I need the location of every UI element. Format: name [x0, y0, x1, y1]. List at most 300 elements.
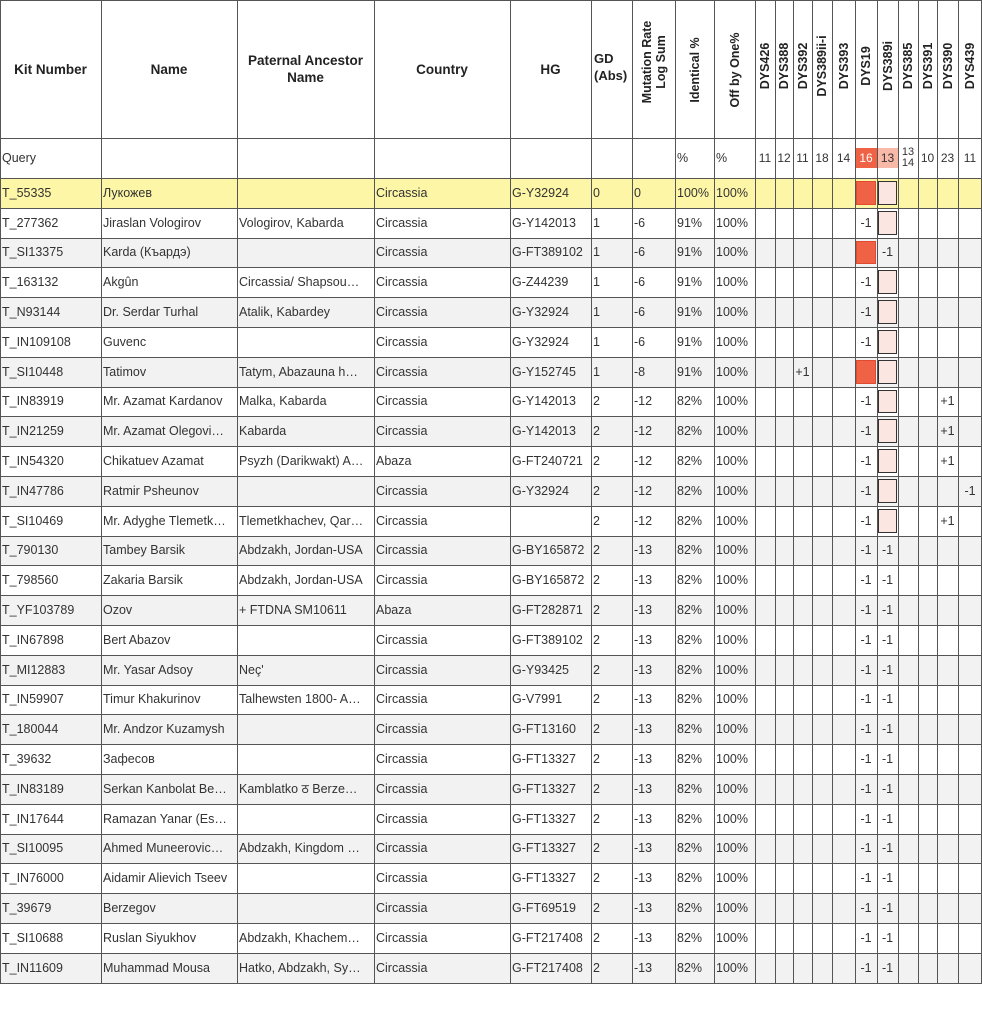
header-mutation-rate[interactable]	[632, 0, 675, 138]
paternal-ancestor-cell	[237, 655, 374, 685]
table-row[interactable]	[0, 416, 982, 446]
header-marker-dys439[interactable]	[958, 0, 982, 138]
hg-cell	[510, 565, 591, 595]
gd-cell	[591, 685, 632, 715]
marker-diff-dys389i: -1	[881, 781, 894, 796]
hg-cell-text: G-Y142013	[512, 424, 576, 439]
off-by-one-cell	[714, 655, 755, 685]
table-row[interactable]	[0, 327, 982, 357]
paternal-ancestor-cell-text: Neç'	[239, 662, 264, 677]
marker-diff-dys19: -1	[860, 811, 872, 826]
mutation-rate-cell-text: -13	[634, 662, 653, 677]
table-row[interactable]	[0, 208, 982, 238]
kit-number-cell-text: T_IN47786	[2, 483, 64, 498]
grid-line	[510, 0, 511, 983]
mutation-rate-cell-text: -13	[634, 573, 653, 588]
gd-cell	[591, 476, 632, 506]
identical-cell-text: 82%	[677, 424, 703, 439]
kit-number-cell	[0, 387, 101, 417]
table-row[interactable]	[0, 446, 982, 476]
country-cell	[374, 267, 510, 297]
table-row[interactable]	[0, 297, 982, 327]
paternal-ancestor-cell	[237, 744, 374, 774]
marker-label: DYS385	[901, 42, 915, 90]
off-by-one-cell	[714, 178, 755, 208]
header-marker-dys389ii-i[interactable]	[812, 0, 832, 138]
name-cell-text: Berzegov	[103, 901, 156, 916]
marker-difference-box	[878, 300, 897, 324]
off-by-one-cell-text: 100%	[716, 394, 748, 409]
hg-cell	[510, 625, 591, 655]
country-cell-text: Circassia	[376, 275, 428, 290]
query-off-by-one: %	[716, 151, 728, 165]
gd-cell-text: 2	[593, 841, 600, 856]
header-country[interactable]: Country	[416, 61, 468, 77]
kit-number-cell	[0, 834, 101, 864]
table-row[interactable]	[0, 655, 982, 685]
paternal-ancestor-cell	[237, 178, 374, 208]
mutation-rate-cell	[632, 267, 675, 297]
table-row[interactable]	[0, 178, 982, 208]
kit-number-cell	[0, 625, 101, 655]
marker-label: DYS439	[963, 42, 977, 90]
paternal-ancestor-cell-text: Atalik, Kabardey	[239, 305, 331, 320]
off-by-one-cell	[714, 774, 755, 804]
table-row[interactable]	[0, 625, 982, 655]
hg-cell-text: G-FT282871	[512, 603, 583, 618]
gd-cell	[591, 714, 632, 744]
marker-diff-dys389i: -1	[881, 752, 894, 767]
grid-line	[0, 0, 982, 1]
table-row[interactable]	[0, 923, 982, 953]
grid-line	[0, 238, 982, 239]
paternal-ancestor-cell	[237, 536, 374, 566]
name-cell	[101, 685, 237, 715]
identical-cell-text: 82%	[677, 513, 703, 528]
gd-cell-text: 2	[593, 752, 600, 767]
grid-line	[675, 0, 676, 983]
country-cell	[374, 238, 510, 268]
off-by-one-cell	[714, 267, 755, 297]
country-cell	[374, 476, 510, 506]
off-by-one-cell-text: 100%	[716, 632, 748, 647]
hg-cell-text: G-Y32924	[512, 334, 569, 349]
marker-diff-dys19: -1	[860, 841, 872, 856]
table-row[interactable]	[0, 357, 982, 387]
gd-cell-text: 2	[593, 692, 600, 707]
query-marker-value: 14	[836, 151, 851, 165]
off-by-one-cell-text: 100%	[716, 275, 748, 290]
name-cell-text: Jiraslan Vologirov	[103, 215, 201, 230]
hg-cell-text: G-Z44239	[512, 275, 569, 290]
table-row[interactable]	[0, 387, 982, 417]
identical-cell-text: 82%	[677, 930, 703, 945]
paternal-ancestor-cell-text: Hatko, Abdzakh, Sy…	[239, 960, 361, 975]
kit-number-cell	[0, 238, 101, 268]
kit-number-cell	[0, 744, 101, 774]
kit-number-cell-text: T_277362	[2, 215, 59, 230]
kit-number-cell-text: T_55335	[2, 185, 52, 200]
grid-line	[0, 565, 982, 566]
hg-cell-text: G-FT13327	[512, 841, 576, 856]
country-cell	[374, 506, 510, 536]
hg-cell-text: G-FT217408	[512, 930, 583, 945]
hg-cell	[510, 446, 591, 476]
header-marker-dys391[interactable]	[918, 0, 937, 138]
grid-line	[0, 923, 982, 924]
identical-cell	[675, 625, 714, 655]
gd-cell-text: 2	[593, 483, 600, 498]
off-by-one-cell	[714, 923, 755, 953]
paternal-ancestor-cell	[237, 238, 374, 268]
header-identical-label: Identical %	[687, 37, 702, 103]
query-marker-value: 11	[796, 151, 809, 165]
name-cell	[101, 506, 237, 536]
marker-diff-dys19: -1	[860, 334, 872, 349]
country-cell-text: Circassia	[376, 185, 428, 200]
header-marker-dys389i[interactable]	[877, 0, 898, 138]
hg-cell-text: G-Y32924	[512, 305, 569, 320]
off-by-one-cell-text: 100%	[716, 454, 748, 469]
hg-cell	[510, 327, 591, 357]
header-marker-dys19[interactable]	[855, 0, 877, 138]
marker-diff-dys389i: -1	[881, 722, 894, 737]
name-cell-text: Akgûn	[103, 275, 139, 290]
header-paternal-ancestor[interactable]: Paternal Ancestor Name	[247, 53, 364, 85]
off-by-one-cell	[714, 416, 755, 446]
header-marker-dys388[interactable]	[775, 0, 793, 138]
paternal-ancestor-cell	[237, 208, 374, 238]
table-row[interactable]	[0, 893, 982, 923]
identical-cell	[675, 893, 714, 923]
identical-cell-text: 82%	[677, 960, 703, 975]
gd-cell	[591, 744, 632, 774]
kit-number-cell-text: T_163132	[2, 275, 59, 290]
name-cell	[101, 804, 237, 834]
kit-number-cell	[0, 327, 101, 357]
gd-cell	[591, 267, 632, 297]
header-marker-dys385[interactable]	[898, 0, 918, 138]
country-cell	[374, 893, 510, 923]
identical-cell-text: 82%	[677, 454, 703, 469]
gd-cell-text: 2	[593, 930, 600, 945]
mismatch-highlight	[856, 241, 876, 265]
table-row[interactable]	[0, 834, 982, 864]
kit-number-cell	[0, 685, 101, 715]
marker-label: DYS389i	[880, 40, 895, 92]
marker-diff-dys19: -1	[860, 752, 872, 767]
mutation-rate-cell	[632, 416, 675, 446]
mutation-rate-cell-text: -13	[634, 930, 653, 945]
kit-number-cell-text: T_IN11609	[2, 960, 63, 975]
hg-cell	[510, 834, 591, 864]
paternal-ancestor-cell-text: + FTDNA SM10611	[239, 603, 347, 618]
mismatch-highlight	[856, 181, 876, 205]
marker-diff-dys19: -1	[860, 662, 872, 677]
query-marker-value: 18	[815, 151, 829, 165]
kit-number-cell-text: T_MI12883	[2, 662, 66, 677]
kit-number-cell	[0, 178, 101, 208]
hg-cell	[510, 804, 591, 834]
off-by-one-cell	[714, 744, 755, 774]
hg-cell-text: G-Y93425	[512, 662, 569, 677]
kit-number-cell	[0, 923, 101, 953]
identical-cell-text: 91%	[677, 334, 703, 349]
hg-cell	[510, 267, 591, 297]
marker-diff: +1	[940, 454, 955, 469]
mutation-rate-cell-text: -12	[634, 394, 653, 409]
country-cell-text: Circassia	[376, 543, 428, 558]
off-by-one-cell	[714, 834, 755, 864]
grid-line	[0, 327, 982, 328]
kit-number-cell	[0, 476, 101, 506]
marker-difference-box	[878, 509, 897, 533]
off-by-one-cell-text: 100%	[716, 781, 748, 796]
identical-cell-text: 82%	[677, 722, 703, 737]
kit-number-cell	[0, 267, 101, 297]
identical-cell-text: 82%	[677, 901, 703, 916]
identical-cell	[675, 714, 714, 744]
off-by-one-cell	[714, 506, 755, 536]
kit-number-cell	[0, 536, 101, 566]
identical-cell	[675, 327, 714, 357]
paternal-ancestor-cell-text: Tlemetkhachev, Qar…	[239, 513, 364, 528]
header-marker-dys392[interactable]	[793, 0, 812, 138]
name-cell-text: Ramazan Yanar (Es…	[103, 811, 227, 826]
table-row[interactable]	[0, 565, 982, 595]
off-by-one-cell-text: 100%	[716, 573, 748, 588]
marker-difference-box	[878, 211, 897, 235]
header-hg[interactable]: HG	[540, 61, 561, 77]
off-by-one-cell	[714, 595, 755, 625]
header-marker-dys390[interactable]	[937, 0, 958, 138]
name-cell	[101, 744, 237, 774]
kit-number-cell	[0, 893, 101, 923]
country-cell-text: Circassia	[376, 930, 428, 945]
paternal-ancestor-cell	[237, 476, 374, 506]
name-cell-text: Mr. Andzor Kuzamysh	[103, 722, 225, 737]
table-row[interactable]	[0, 863, 982, 893]
off-by-one-cell	[714, 327, 755, 357]
gd-cell-text: 2	[593, 603, 600, 618]
country-cell	[374, 923, 510, 953]
country-cell	[374, 834, 510, 864]
header-off-by-one[interactable]	[714, 0, 755, 138]
gd-cell	[591, 565, 632, 595]
paternal-ancestor-cell-text: Malka, Kabarda	[239, 394, 327, 409]
table-row[interactable]	[0, 536, 982, 566]
grid-line	[775, 0, 776, 983]
hg-cell-text: G-BY165872	[512, 573, 585, 588]
country-cell-text: Circassia	[376, 722, 428, 737]
kit-number-cell	[0, 297, 101, 327]
hg-cell-text: G-Y142013	[512, 215, 576, 230]
mutation-rate-cell	[632, 357, 675, 387]
country-cell	[374, 595, 510, 625]
mutation-rate-cell-text: -12	[634, 454, 653, 469]
header-marker-dys393[interactable]	[832, 0, 855, 138]
table-row[interactable]	[0, 714, 982, 744]
name-cell-text: Зафесов	[103, 752, 155, 767]
name-cell-text: Karda (Къардэ)	[103, 245, 191, 260]
kit-number-cell-text: T_39679	[2, 901, 52, 916]
table-row[interactable]	[0, 774, 982, 804]
paternal-ancestor-cell	[237, 267, 374, 297]
hg-cell	[510, 387, 591, 417]
kit-number-cell-text: T_790130	[2, 543, 59, 558]
table-row[interactable]	[0, 238, 982, 268]
hg-cell	[510, 297, 591, 327]
kit-number-cell-text: T_IN67898	[2, 632, 64, 647]
paternal-ancestor-cell	[237, 685, 374, 715]
marker-diff-dys389i: -1	[881, 573, 894, 588]
marker-diff-dys19: -1	[860, 543, 872, 558]
off-by-one-cell-text: 100%	[716, 543, 748, 558]
marker-diff: +1	[940, 424, 955, 439]
identical-cell	[675, 476, 714, 506]
gd-cell	[591, 953, 632, 983]
hg-cell-text: G-V7991	[512, 692, 563, 707]
hg-cell	[510, 238, 591, 268]
paternal-ancestor-cell	[237, 565, 374, 595]
grid-line	[0, 983, 982, 984]
off-by-one-cell-text: 100%	[716, 722, 748, 737]
table-row[interactable]	[0, 804, 982, 834]
country-cell-text: Circassia	[376, 871, 428, 886]
header-name[interactable]: Name	[150, 61, 188, 77]
identical-cell	[675, 238, 714, 268]
off-by-one-cell-text: 100%	[716, 483, 748, 498]
header-marker-dys426[interactable]	[755, 0, 775, 138]
mutation-rate-cell	[632, 953, 675, 983]
hg-cell	[510, 953, 591, 983]
table-row[interactable]	[0, 476, 982, 506]
marker-diff: +1	[940, 394, 955, 409]
grid-line	[937, 0, 938, 983]
gd-cell	[591, 863, 632, 893]
gd-cell	[591, 178, 632, 208]
paternal-ancestor-cell	[237, 834, 374, 864]
identical-cell	[675, 178, 714, 208]
kit-number-cell	[0, 953, 101, 983]
hg-cell-text: G-FT13327	[512, 781, 576, 796]
gd-cell	[591, 774, 632, 804]
country-cell-text: Circassia	[376, 841, 428, 856]
kit-number-cell-text: T_IN17644	[2, 811, 64, 826]
marker-diff-dys389i: -1	[881, 632, 894, 647]
name-cell	[101, 297, 237, 327]
hg-cell-text: G-Y32924	[512, 483, 569, 498]
mutation-rate-cell-text: 0	[634, 185, 641, 200]
country-cell-text: Circassia	[376, 901, 428, 916]
kit-number-cell-text: T_798560	[2, 573, 59, 588]
kit-number-cell	[0, 804, 101, 834]
table-row[interactable]	[0, 267, 982, 297]
name-cell-text: Serkan Kanbolat Be…	[103, 781, 227, 796]
mutation-rate-cell-text: -6	[634, 215, 646, 230]
kit-number-cell	[0, 595, 101, 625]
country-cell-text: Circassia	[376, 215, 428, 230]
identical-cell-text: 82%	[677, 841, 703, 856]
hg-cell	[510, 208, 591, 238]
marker-diff-dys19: -1	[860, 871, 872, 886]
name-cell-text: Ratmir Psheunov	[103, 483, 199, 498]
header-gd[interactable]: GD (Abs)	[594, 51, 628, 83]
query-marker-value: 16	[855, 148, 877, 168]
table-row[interactable]	[0, 744, 982, 774]
kit-number-cell	[0, 774, 101, 804]
identical-cell	[675, 923, 714, 953]
grid-line	[0, 387, 982, 388]
table-row[interactable]	[0, 595, 982, 625]
mutation-rate-cell	[632, 506, 675, 536]
marker-label: DYS391	[920, 42, 935, 90]
hg-cell-text: G-FT13160	[512, 722, 576, 737]
header-identical[interactable]	[675, 0, 714, 138]
table-row[interactable]	[0, 506, 982, 536]
gd-cell-text: 2	[593, 543, 600, 558]
marker-difference-box	[878, 360, 897, 384]
table-row[interactable]	[0, 953, 982, 983]
off-by-one-cell	[714, 804, 755, 834]
name-cell	[101, 238, 237, 268]
paternal-ancestor-cell-text: Kamblatko ठ Berze…	[239, 782, 358, 797]
kit-number-cell	[0, 863, 101, 893]
country-cell-text: Circassia	[376, 513, 428, 528]
paternal-ancestor-cell-text: Abdzakh, Jordan-USA	[239, 543, 363, 558]
identical-cell	[675, 655, 714, 685]
country-cell	[374, 774, 510, 804]
gd-cell	[591, 506, 632, 536]
paternal-ancestor-cell	[237, 416, 374, 446]
mutation-rate-cell-text: -6	[634, 245, 646, 260]
kit-number-cell-text: T_IN21259	[2, 424, 64, 439]
gd-cell-text: 2	[593, 960, 600, 975]
header-mutation-rate-label: Mutation Rate Log Sum	[639, 20, 668, 104]
gd-cell-text: 2	[593, 722, 600, 737]
country-cell-text: Circassia	[376, 662, 428, 677]
hg-cell-text: G-FT389102	[512, 632, 583, 647]
query-label: Query	[2, 151, 37, 165]
mutation-rate-cell-text: -12	[634, 483, 653, 498]
name-cell-text: Ruslan Siyukhov	[103, 930, 197, 945]
marker-diff-dys389i: -1	[881, 930, 894, 945]
identical-cell	[675, 953, 714, 983]
hg-cell-text: G-FT13327	[512, 811, 576, 826]
mutation-rate-cell	[632, 208, 675, 238]
gd-cell-text: 2	[593, 573, 600, 588]
mutation-rate-cell	[632, 863, 675, 893]
grid-line	[237, 0, 238, 983]
hg-cell	[510, 416, 591, 446]
grid-line	[0, 595, 982, 596]
identical-cell-text: 91%	[677, 275, 703, 290]
table-row[interactable]	[0, 685, 982, 715]
query-marker-value: 10	[920, 151, 935, 165]
gd-cell-text: 2	[593, 871, 600, 886]
paternal-ancestor-cell	[237, 774, 374, 804]
kit-number-cell-text: T_YF103789	[2, 603, 75, 618]
country-cell-text: Circassia	[376, 960, 428, 975]
marker-diff-dys389i: -1	[881, 811, 894, 826]
name-cell-text: Mr. Azamat Olegovi…	[103, 424, 224, 439]
paternal-ancestor-cell	[237, 506, 374, 536]
name-cell	[101, 863, 237, 893]
country-cell-text: Circassia	[376, 811, 428, 826]
kit-number-cell	[0, 446, 101, 476]
header-kit-number[interactable]: Kit Number	[14, 61, 87, 77]
name-cell	[101, 834, 237, 864]
